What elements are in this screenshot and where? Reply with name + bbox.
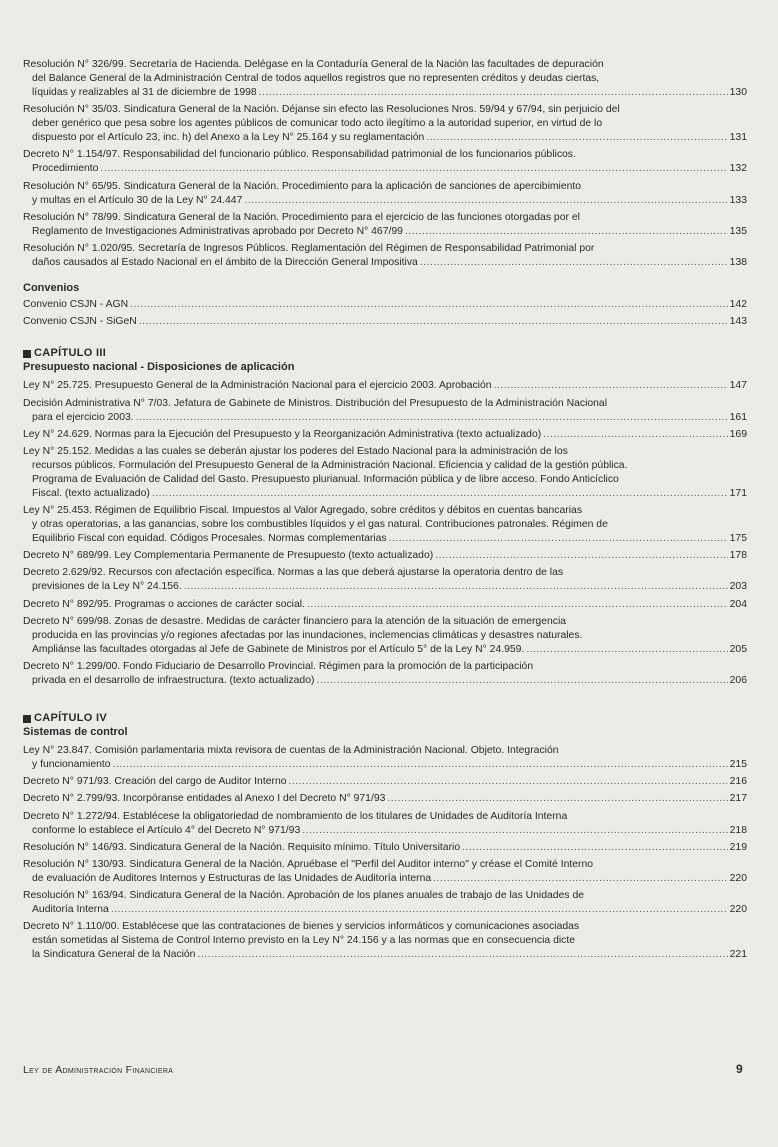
toc-entry-line	[23, 86, 747, 100]
toc-entry-line: Resolución N° 78/99. Sindicatura General de la Nación. Procedimiento para el ejercicio de las funciones otorgadas por el	[23, 211, 580, 223]
section-title-convenios: Convenios	[23, 282, 80, 295]
dot-leader	[435, 549, 727, 563]
toc-entry	[23, 504, 747, 546]
toc-entry-line	[23, 411, 747, 425]
toc-entry-page: 218	[729, 824, 747, 836]
toc-entry-page: 175	[729, 533, 747, 545]
toc-entry-line: Decreto N° 1.110/00. Establécese que las contrataciones de bienes y servicios informáticos y comunicaciones asociadas	[23, 921, 580, 933]
toc-entry-page: 206	[729, 675, 747, 686]
footer-page-number: 9	[736, 1062, 743, 1076]
toc-entry-line: Decreto N° 699/98. Zonas de desastre. Medidas de carácter financiero para la atención de la situación de emergencia	[23, 615, 567, 627]
toc-entry-text: Convenio CSJN - AGN	[23, 299, 129, 311]
dot-leader	[494, 379, 728, 393]
toc-entry-text: Procedimiento	[32, 163, 99, 175]
chapter-4-title: Sistemas de control	[23, 726, 128, 738]
dot-leader	[387, 792, 727, 806]
toc-entry	[23, 841, 747, 855]
dot-leader	[244, 194, 727, 208]
toc-entry-text: Decreto N° 689/99. Ley Complementaria Permanente de Presupuesto (texto actualizado)	[23, 550, 434, 562]
toc-entry-text: Resolución N° 146/93. Sindicatura General de la Nación. Requisito mínimo. Título Universitario	[23, 841, 461, 853]
toc-entry	[23, 744, 747, 772]
dot-leader	[113, 758, 728, 772]
toc-entry-line	[23, 674, 747, 688]
toc-entry-line	[23, 775, 747, 789]
toc-entry-line: Decreto N° 1.154/97. Responsabilidad del funcionario público. Responsabilidad patrimonial de los funcionarios públicos.	[23, 149, 576, 161]
toc-entry-line	[23, 824, 747, 838]
toc-entry-line	[23, 298, 747, 312]
toc-entry	[23, 810, 747, 838]
square-bullet-icon	[23, 715, 31, 723]
toc-entry-line: del Balance General de la Administración Central de todos aquellos registros que no representen créditos y deudas ciertas,	[32, 73, 600, 84]
toc-entry-line	[23, 487, 747, 501]
toc-entry	[23, 428, 747, 442]
toc-entry-page: 143	[729, 316, 747, 328]
toc-entry-text: conforme lo establece el Artículo 4° del Decreto N° 971/93	[32, 824, 301, 836]
toc-entry-line	[23, 948, 747, 962]
toc-entry-page: 133	[729, 194, 747, 206]
toc-entry-page: 138	[729, 256, 747, 268]
toc-entry-page: 215	[729, 759, 747, 770]
toc-entry-text: Ley N° 24.629. Normas para la Ejecución del Presupuesto y la Reorganización Administrativa (texto actualizado)	[23, 428, 542, 440]
toc-entry-line: Resolución N° 65/95. Sindicatura General de la Nación. Procedimiento para la aplicación de sanciones de apercibimiento	[23, 180, 582, 192]
toc-entry	[23, 615, 747, 657]
toc-entry-text: Equilibrio Fiscal con equidad. Códigos Procesales. Normas complementarias	[32, 533, 387, 545]
toc-entry-page: 205	[729, 643, 747, 655]
chapter-3-heading	[23, 347, 747, 374]
toc-entry-page: 131	[729, 132, 747, 144]
toc-entry-text: Reglamento de Investigaciones Administrativas aprobado por Decreto N° 467/99	[32, 225, 403, 237]
toc-entry-line: Ley N° 25.152. Medidas a las cuales se deberán ajustar los poderes del Estado Nacional para la administración de los	[23, 445, 568, 457]
toc-top-entries	[23, 58, 747, 270]
toc-entry	[23, 148, 747, 176]
toc-entry-page: 203	[729, 581, 747, 593]
toc-entry	[23, 315, 747, 329]
toc-entry-line: Programa de Evaluación de Calidad del Gasto. Presupuesto plurianual. Información pública y de libre acceso. Fondo Anticíclico	[32, 473, 619, 485]
toc-entry-line: deber genérico que pesa sobre los agentes públicos de comunicar todo acto ilegítimo a la autoridad superior, en virtud de lo	[32, 118, 603, 130]
toc-entry-text: privada en el desarrollo de infraestructura. (texto actualizado)	[32, 675, 315, 686]
toc-entry	[23, 103, 747, 145]
toc-entry-line	[23, 379, 747, 393]
dot-leader	[389, 532, 728, 546]
toc-entry-line	[23, 315, 747, 329]
toc-entry-line	[23, 225, 747, 239]
toc-entry-line: Resolución N° 130/93. Sindicatura General de la Nación. Apruébase el "Perfil del Auditor interno" y créase el Comité Interno	[23, 858, 594, 870]
toc-entry-text: y funcionamiento	[32, 759, 111, 770]
dot-leader	[259, 86, 728, 100]
toc-entry-line: Decisión Administrativa N° 7/03. Jefatura de Gabinete de Ministros. Distribución del Presupuesto de la Administración Nacional	[23, 397, 608, 409]
toc-entry-text: para el ejercicio 2003.	[32, 411, 134, 423]
toc-entry-text: la Sindicatura General de la Nación	[32, 949, 196, 961]
toc-entry-line	[23, 841, 747, 855]
toc-entry-text: daños causados al Estado Nacional en el ámbito de la Dirección General Impositiva	[32, 256, 418, 268]
toc-entry-text: Ley N° 25.725. Presupuesto General de la Administración Nacional para el ejercicio 2003. Aprobación	[23, 380, 492, 392]
dot-leader	[184, 580, 728, 594]
toc-entry-line: Resolución N° 35/03. Sindicatura General de la Nación. Déjanse sin efecto las Resoluciones Nros. 59/94 y 67/94, sin perjuicio del	[23, 104, 620, 116]
toc-entry-line	[23, 758, 747, 772]
toc-entry	[23, 775, 747, 789]
dot-leader	[405, 225, 728, 239]
dot-leader	[543, 428, 727, 442]
chapter-4-number: CAPÍTULO IV	[34, 712, 107, 724]
toc-chapter-3-entries	[23, 379, 747, 688]
toc-entry-line	[23, 580, 747, 594]
dot-leader	[289, 775, 728, 789]
toc-entry-text: Decreto N° 2.799/93. Incorpóranse entidades al Anexo I del Decreto N° 971/93	[23, 793, 386, 805]
toc-entry-text: Fiscal. (texto actualizado)	[32, 487, 150, 499]
toc-entry-line	[23, 872, 747, 886]
toc-entry-line	[23, 903, 747, 917]
toc-entry	[23, 298, 747, 312]
chapter-3-number: CAPÍTULO III	[34, 347, 107, 360]
dot-leader	[100, 162, 727, 176]
toc-entry-line: recursos públicos. Formulación del Presupuesto General de la Administración Nacional. Eficiencia y calidad de la gestión pública.	[32, 459, 628, 471]
toc-entry-page: 220	[729, 904, 747, 916]
toc-entry-line: Ley N° 25.453. Régimen de Equilibrio Fiscal. Impuestos al Valor Agregado, sobre créditos y débitos en cuentas bancarias	[23, 505, 583, 517]
toc-entry-line: producida en las provincias y/o regiones afectadas por las inundaciones, inclemencias climáticas y desastres naturales.	[32, 629, 583, 641]
dot-leader	[526, 643, 727, 657]
dot-leader	[316, 674, 727, 688]
toc-entry	[23, 920, 747, 962]
toc-entry-line	[23, 428, 747, 442]
toc-entry	[23, 792, 747, 806]
toc-entry-line: Decreto 2.629/92. Recursos con afectación específica. Normas a las que deberá ajustarse la operatoria dentro de las	[23, 567, 564, 579]
toc-entry-line	[23, 549, 747, 563]
dot-leader	[302, 824, 727, 838]
dot-leader	[420, 256, 728, 270]
toc-entry-page: 217	[729, 793, 747, 805]
toc-entry	[23, 211, 747, 239]
toc-entry	[23, 858, 747, 886]
square-bullet-icon	[23, 350, 31, 358]
toc-entry-line	[23, 256, 747, 270]
chapter-4-heading	[23, 712, 747, 739]
toc-entry-line: y otras operatorias, a las ganancias, sobre los combustibles líquidos y el gas natural. Contribuciones patronales. Régimen de	[32, 519, 608, 531]
dot-leader	[111, 903, 728, 917]
toc-entry-page: 142	[729, 299, 747, 311]
toc-entry	[23, 660, 747, 688]
toc-entry-text: y multas en el Artículo 30 de la Ley N° 24.447	[32, 194, 243, 206]
footer-book-title: Ley de Administración Financiera	[23, 1064, 174, 1076]
toc-entry-line	[23, 792, 747, 806]
toc-entry	[23, 180, 747, 208]
dot-leader	[307, 598, 728, 612]
toc-entry-page: 171	[729, 487, 747, 499]
toc-entry-page: 130	[729, 87, 747, 98]
toc-content	[23, 58, 747, 966]
toc-entry-text: de evaluación de Auditores Internos y Estructuras de las Unidades de Auditoría interna	[32, 872, 432, 884]
toc-entry	[23, 242, 747, 270]
toc-entry-line: Ley N° 23.847. Comisión parlamentaria mixta revisora de cuentas de la Administración Nacional. Objeto. Integración	[23, 745, 559, 756]
toc-entry-line	[23, 532, 747, 546]
toc-entry-text: Decreto N° 892/95. Programas o acciones de carácter social.	[23, 598, 305, 610]
toc-entry	[23, 598, 747, 612]
toc-entry-line: Resolución N° 163/94. Sindicatura General de la Nación. Aprobación de los planes anuales de trabajo de las Unidades de	[23, 890, 584, 902]
toc-entry-page: 216	[729, 776, 747, 788]
toc-entry-page: 161	[729, 411, 747, 423]
toc-entry-line	[23, 162, 747, 176]
toc-entry-line: están sometidas al Sistema de Control Interno previsto en la Ley N° 24.156 y a las normas que en consecuencia dicte	[32, 935, 576, 947]
toc-entry-line: Resolución N° 1.020/95. Secretaría de Ingresos Públicos. Reglamentación del Régimen de Responsabilidad Patrimonial por	[23, 242, 595, 254]
toc-entry-page: 220	[729, 872, 747, 884]
toc-entry-text: líquidas y realizables al 31 de diciembre de 1998	[32, 87, 257, 98]
toc-entry-page: 147	[729, 380, 747, 392]
toc-entry	[23, 397, 747, 425]
toc-entry-page: 135	[729, 225, 747, 237]
toc-entry-text: Ampliánse las facultades otorgadas al Jefe de Gabinete de Ministros por el Artículo 5° de la Ley N° 24.959.	[32, 643, 525, 655]
dot-leader	[136, 411, 728, 425]
dot-leader	[462, 841, 728, 855]
dot-leader	[197, 948, 727, 962]
toc-entry-text: Decreto N° 971/93. Creación del cargo de Auditor Interno	[23, 776, 287, 788]
dot-leader	[152, 487, 728, 501]
toc-entry-text: Auditoría Interna	[32, 904, 109, 916]
toc-entry	[23, 566, 747, 594]
toc-entry-page: 221	[729, 949, 747, 961]
toc-entry	[23, 889, 747, 917]
toc-convenio-entries	[23, 298, 747, 329]
dot-leader	[130, 298, 728, 312]
toc-entry	[23, 379, 747, 393]
dot-leader	[139, 315, 728, 329]
toc-entry-page: 132	[729, 163, 747, 175]
toc-entry-page: 169	[729, 428, 747, 440]
toc-entry	[23, 58, 747, 100]
toc-entry-line: Resolución N° 326/99. Secretaría de Hacienda. Delégase en la Contaduría General de la Nación las facultades de depuración	[23, 59, 604, 70]
toc-entry-text: dispuesto por el Artículo 23, inc. h) del Anexo a la Ley N° 25.164 y su reglamentación	[32, 132, 425, 144]
toc-entry-text: previsiones de la Ley N° 24.156.	[32, 581, 182, 593]
toc-entry-line	[23, 194, 747, 208]
toc-entry-text: Convenio CSJN - SiGeN	[23, 316, 137, 328]
toc-entry	[23, 549, 747, 563]
toc-entry	[23, 445, 747, 501]
toc-chapter-4-entries	[23, 744, 747, 962]
dot-leader	[433, 872, 728, 886]
toc-entry-line: Decreto N° 1.299/00. Fondo Fiduciario de Desarrollo Provincial. Régimen para la promoción de la participación	[23, 661, 534, 672]
toc-entry-line	[23, 131, 747, 145]
dot-leader	[426, 131, 727, 145]
toc-entry-line: Decreto N° 1.272/94. Establécese la obligatoriedad de nombramiento de los titulares de Unidades de Auditoría Interna	[23, 810, 568, 822]
toc-entry-line	[23, 598, 747, 612]
toc-entry-page: 204	[729, 598, 747, 610]
toc-entry-page: 219	[729, 841, 747, 853]
toc-entry-line	[23, 643, 747, 657]
chapter-3-title: Presupuesto nacional - Disposiciones de aplicación	[23, 361, 295, 374]
toc-entry-page: 178	[729, 550, 747, 562]
